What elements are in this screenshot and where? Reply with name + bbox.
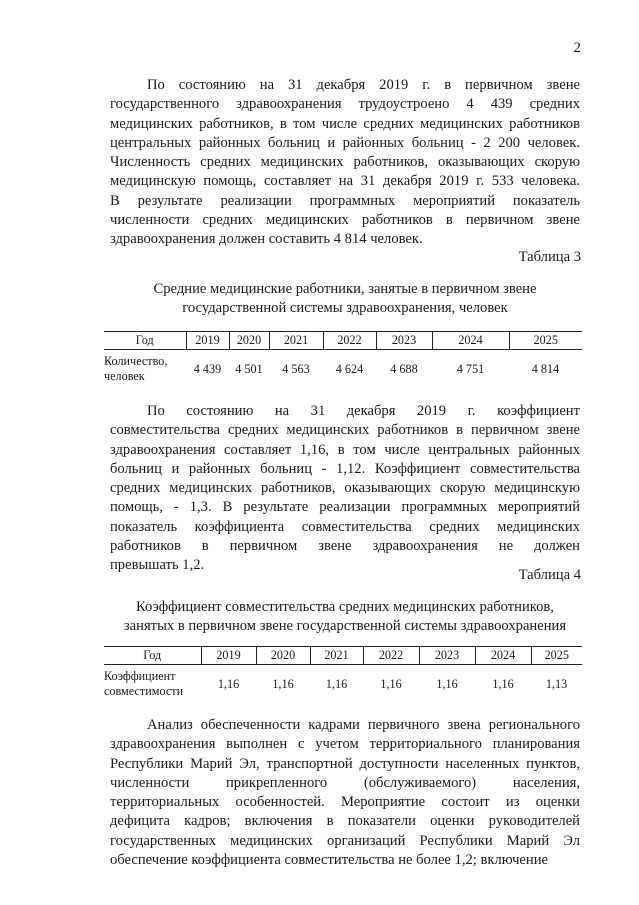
header-cell: 2024 [432,332,509,350]
value-cell: 4 814 [531,361,560,376]
paragraph1-line: центральных районных больниц и районных больниц - 2 200 человек. [110,134,580,151]
table-4-label: Таблица 4 [518,567,581,583]
paragraph3-line: обеспечение коэффициента совместительства не более 1,2; включение [110,852,549,869]
header-cell: 2021 [269,332,323,350]
table-header-row [104,332,582,350]
paragraph2-line: здравоохранения составляет 1,16, в том числе центральных районных [110,441,580,458]
row-label-line: Количество, [104,354,168,368]
header-cell: 2019 [201,647,256,665]
row-label [104,350,186,389]
table-4 [104,646,582,703]
value-cell: 1,13 [545,676,568,691]
value-cell: 4 751 [456,361,485,376]
paragraph3-line: территориальных особенностей. Мероприятие состоит из оценки [110,794,580,811]
table-3 [104,331,582,388]
header-cell: 2019 [186,332,229,350]
table-3-caption [105,280,585,319]
header-cell: 2021 [310,647,363,665]
caption-line: занятых в первичном звене государственной системы здравоохранения [123,618,567,635]
header-cell: 2020 [229,332,269,350]
paragraph1-line: Численность средних медицинских работников, оказывающих скорую [110,154,580,171]
paragraph3-line: Анализ обеспеченности кадрами первичного звена регионального [147,717,580,733]
header-cell: 2023 [419,647,475,665]
value-cell: 4 439 [193,361,222,376]
table-4-caption [105,598,585,637]
header-cell: 2024 [475,647,531,665]
paragraph1-line: медицинских работников, в том числе средних медицинских работников [110,115,580,132]
header-cell: 2020 [256,647,310,665]
row-label-line: Коэффициент [104,669,176,683]
table-header-row [104,647,582,665]
caption-line: государственной системы здравоохранения, человек [182,300,508,317]
paragraph-1 [110,76,580,250]
header-cell: Год [104,332,186,350]
paragraph2-line: совместительства средних медицинских работников в первичном звене [110,422,580,439]
paragraph2-line: превышать 1,2. [110,557,205,574]
value-cell: 4 624 [335,361,364,376]
paragraph1-line: здравоохранения должен составить 4 814 человек. [110,231,423,248]
paragraph2-line: показатель коэффициента совместительства средних медицинских [110,518,580,535]
page-number: 2 [573,40,581,56]
value-cell: 1,16 [217,676,240,691]
header-cell: 2023 [376,332,432,350]
paragraph1-line: медицинскую помощь, составляет на 31 декабря 2019 г. 533 человека. [110,173,580,190]
value-cell: 4 688 [390,361,418,376]
paragraph3-line: Республики Марий Эл, транспортной доступности населенных пунктов, [110,755,580,772]
paragraph1-line: По состоянию на 31 декабря 2019 г. в первичном звене [147,77,580,93]
row-label-line: совместимости [104,684,184,698]
value-cell: 4 501 [235,361,263,376]
paragraph2-line: средних медицинских работников, оказывающих скорую медицинскую [110,480,580,497]
paragraph3-line: дефицита кадров; включения в показатели оценки руководителей [110,813,580,830]
table-row [104,665,582,704]
paragraph2-line: По состоянию на 31 декабря 2019 г. коэффициент [147,403,580,419]
paragraph2-line: больниц и районных больниц - 1,12. Коэффициент совместительства [110,460,580,477]
table-row [104,350,582,389]
row-label [104,665,201,704]
row-label-line: человек [104,369,145,383]
caption-line: Коэффициент совместительства средних медицинских работников, [136,599,554,615]
paragraph1-line: государственного здравоохранения трудоустроено 4 439 средних [110,96,580,113]
value-cell: 1,16 [325,676,348,691]
value-cell: 1,16 [380,676,402,691]
caption-line: Средние медицинские работники, занятые в первичном звене [153,281,537,297]
header-cell: 2025 [531,647,582,665]
paragraph1-line: численности средних медицинских работников в первичном звене [110,212,580,229]
paragraph2-line: помощь, - 1,3. В результате реализации программных мероприятий [110,499,580,516]
paragraph1-line: В результате реализации программных мероприятий показатель [110,192,580,209]
value-cell: 4 563 [282,361,310,376]
table-3-label: Таблица 3 [518,249,581,265]
header-cell: Год [104,647,201,665]
value-cell: 1,16 [272,676,294,691]
paragraph-2 [110,402,580,576]
paragraph2-line: работников в первичном звене здравоохранения не должен [110,538,580,555]
value-cell: 1,16 [492,676,514,691]
paragraph3-line: государственных медицинских организаций Республики Марий Эл [110,832,580,849]
value-cell: 1,16 [436,676,458,691]
paragraph3-line: численности прикрепленного (обслуживаемого) населения, [110,774,580,791]
paragraph3-line: здравоохранения выполнен с учетом территориального планирования [110,736,580,753]
header-cell: 2022 [323,332,376,350]
paragraph-3 [110,716,580,870]
header-cell: 2022 [363,647,419,665]
header-cell: 2025 [509,332,582,350]
